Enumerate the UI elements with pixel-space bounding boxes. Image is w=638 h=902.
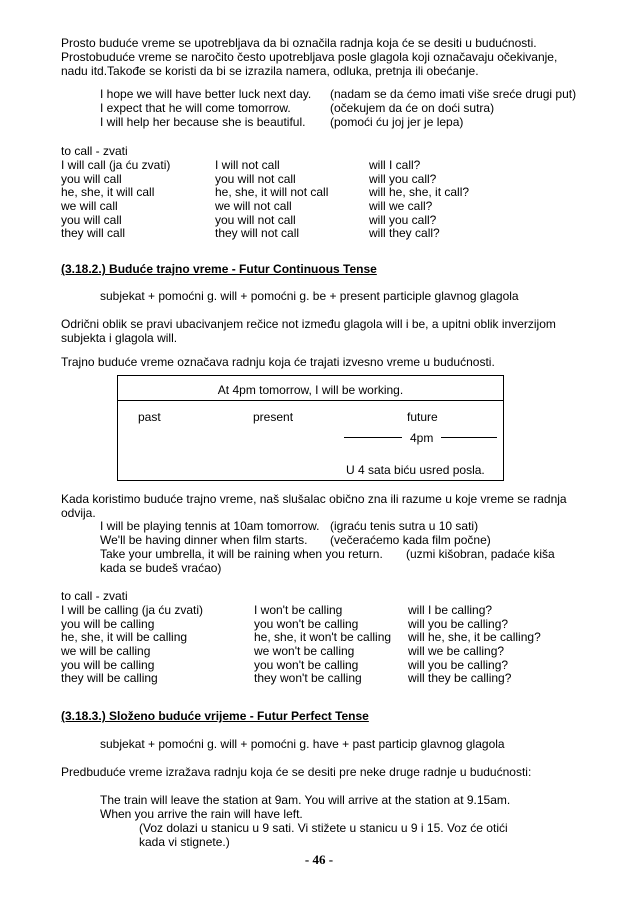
text-line: Prosto buduće vreme se upotrebljava da bi označila radnja koja će se desiti u budućnosti. (61, 36, 537, 50)
text-line: Kada koristimo buduće trajno vreme, naš slušalac obično zna ili razume u koje vreme se radnja (61, 492, 567, 506)
text-line: odvija. (61, 506, 96, 520)
description-continuous: Trajno buduće vreme označava radnju koja će trajati izvesno vreme u budućnosti. (61, 355, 495, 369)
simple-examples-en (100, 87, 311, 129)
timeline-arrow-left (344, 437, 402, 438)
verb-label: to call - zvati (61, 144, 128, 158)
conj-form: we will be calling (61, 644, 151, 659)
text-line: nadu itd.Takođe se koristi da bi se izrazila namera, odluka, pretnja ili obećanje. (61, 64, 479, 78)
conj-form: I will call (ja ću zvati) (61, 158, 171, 172)
conj-form: you won't be calling (254, 616, 359, 631)
conj-form: will we call? (369, 199, 433, 214)
example-en: I hope we will have better luck next day. (100, 87, 312, 101)
example-sr: (večeraćemo kada film počne) (330, 533, 491, 547)
example-sr-continued: kada se budeš vraćao) (100, 561, 222, 575)
conj-form: will he, she, it be calling? (408, 630, 541, 645)
conj-form: will you be calling? (408, 657, 509, 672)
conj-form: he, she, it won't be calling (254, 630, 392, 645)
conj-form: you won't be calling (254, 657, 359, 672)
example-sr: (nadam se da ćemo imati više sreće drugi put) (330, 87, 577, 101)
example-sr: (očekujem da će on doći sutra) (330, 101, 495, 115)
conj-form: will he, she, it call? (369, 185, 470, 200)
translation-line: kada vi stignete.) (139, 835, 230, 849)
timeline-translation: U 4 sata biću usred posla. (346, 463, 485, 477)
conj-form: they will be calling (61, 671, 158, 686)
timeline-future: future (407, 410, 438, 424)
example-en: We'll be having dinner when film starts. (100, 533, 308, 547)
timeline-time: 4pm (410, 431, 434, 445)
usage-paragraph (61, 492, 581, 520)
conj-form: will we be calling? (408, 644, 505, 659)
timeline-arrow-right (441, 437, 497, 438)
example-line: When you arrive the rain will have left. (100, 807, 303, 821)
example-en: I will be playing tennis at 10am tomorrow. (100, 519, 320, 533)
example-sr: (pomoći ću joj jer je lepa) (330, 115, 464, 129)
conj-form: will you call? (369, 171, 437, 186)
conj-form: they will not call (215, 226, 300, 241)
translation-line: (Voz dolazi u stanicu u 9 sati. Vi stižete u stanicu u 9 i 15. Voz će otići (139, 821, 508, 835)
conj-form: will I be calling? (408, 603, 493, 617)
conj-form: we will call (61, 199, 118, 214)
conj-form: will they be calling? (408, 671, 512, 686)
example-sr: (igraću tenis sutra u 10 sati) (330, 519, 479, 533)
conj-form: they won't be calling (254, 671, 362, 686)
timeline-present: present (253, 410, 294, 424)
conj-form: we won't be calling (254, 644, 355, 659)
example-en: I expect that he will come tomorrow. (100, 101, 291, 115)
page-number: - 46 - (304, 852, 334, 867)
conj-form: he, she, it will not call (215, 185, 329, 200)
formula-continuous: subjekat + pomoćni g. will + pomoćni g. be + present participle glavnog glagola (100, 289, 519, 303)
conj-form: will they call? (369, 226, 440, 241)
conj-form: you will be calling (61, 616, 155, 631)
text-line: Prostobuduće vreme se naročito često upotrebljava posle glagola koji označavaju očekivanje, (61, 50, 558, 64)
example-line: The train will leave the station at 9am. You will arrive at the station at 9.15am. (100, 793, 511, 807)
simple-examples-sr (330, 87, 576, 129)
timeline-divider (117, 400, 504, 401)
conj-form: they will call (61, 226, 126, 241)
conj-form: I will not call (215, 158, 280, 172)
conj-form: will you call? (369, 212, 437, 227)
section-heading-continuous: (3.18.2.) Buduće trajno vreme - Futur Continuous Tense (61, 262, 377, 276)
conj-form: he, she, it will be calling (61, 630, 188, 645)
conj-affirmative (61, 603, 203, 685)
conj-form: we will not call (215, 199, 292, 214)
conj-form: you will call (61, 171, 122, 186)
example-en: I will help her because she is beautiful. (100, 115, 306, 129)
timeline-past: past (138, 410, 161, 424)
negation-paragraph (61, 317, 581, 345)
example-sr: (uzmi kišobran, padaće kiša (406, 547, 555, 561)
conj-affirmative (61, 158, 170, 240)
conj-negative (254, 603, 391, 685)
conj-form: you will not call (215, 212, 296, 227)
conj-form: you will be calling (61, 657, 155, 672)
example-en: Take your umbrella, it will be raining when you return. (100, 547, 383, 561)
section-heading-perfect: (3.18.3.) Složeno buduće vrijeme - Futur Perfect Tense (61, 709, 369, 723)
text-line: Odrični oblik se pravi ubacivanjem rečice not između glagola will i be, a upitni oblik inverzijom (61, 317, 556, 331)
description-perfect: Predbuduće vreme izražava radnju koja će se desiti pre neke druge radnje u budućnosti: (61, 765, 532, 779)
conj-form: you will not call (215, 171, 296, 186)
verb-label: to call - zvati (61, 589, 128, 603)
conj-form: I won't be calling (254, 603, 343, 617)
conj-form: you will call (61, 212, 122, 227)
intro-paragraph (61, 36, 581, 78)
conj-question (408, 603, 541, 685)
formula-perfect: subjekat + pomoćni g. will + pomoćni g. have + past particip glavnog glagola (100, 737, 505, 751)
text-line: subjekta i glagola will. (61, 331, 178, 345)
conj-form: he, she, it will call (61, 185, 155, 200)
conj-form: will you be calling? (408, 616, 509, 631)
conj-question (369, 158, 469, 240)
timeline-example: At 4pm tomorrow, I will be working. (217, 383, 404, 397)
conj-form: I will be calling (ja ću zvati) (61, 603, 204, 617)
conj-form: will I call? (369, 158, 421, 172)
conj-negative (215, 158, 328, 240)
